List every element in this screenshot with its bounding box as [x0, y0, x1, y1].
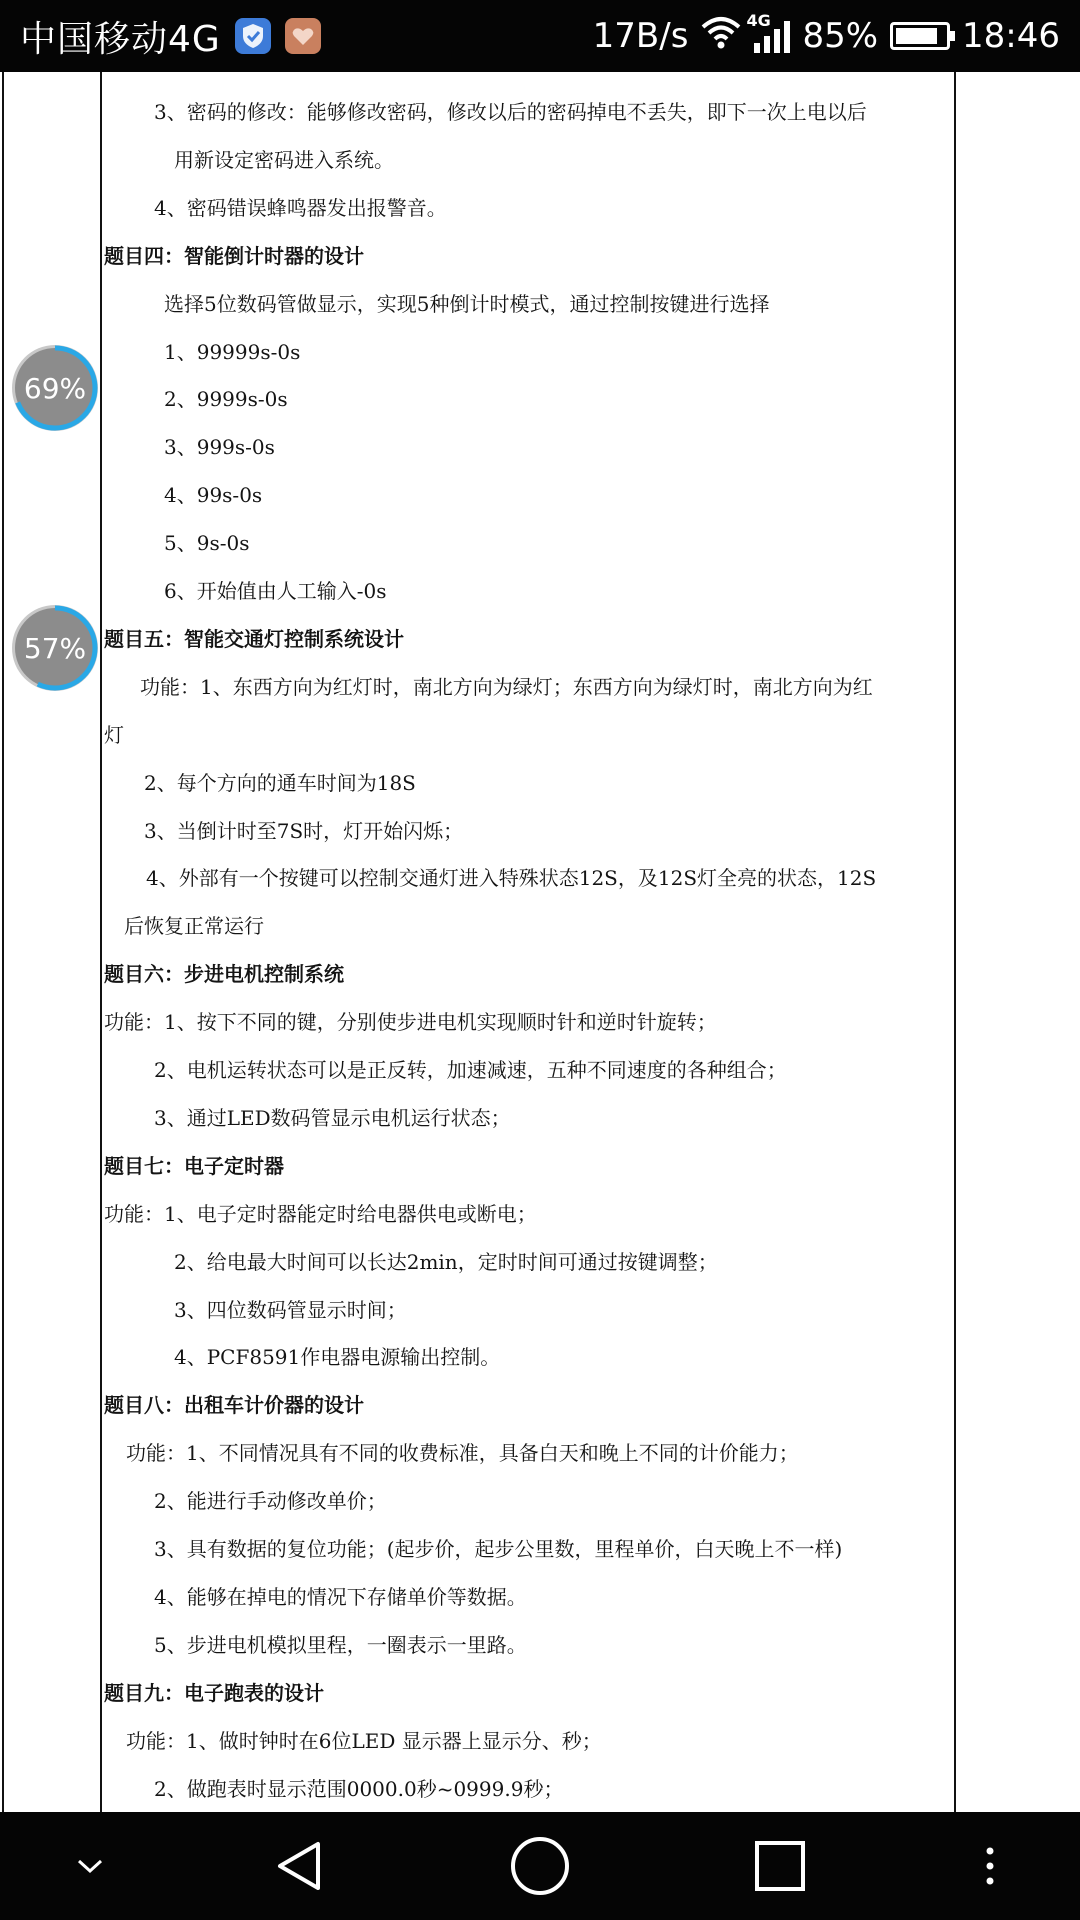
document-line: 3、具有数据的复位功能；(起步价，起步公里数，里程单价，白天晚上不一样) — [154, 1537, 843, 1561]
document-line: 2、9999s-0s — [164, 387, 288, 412]
back-button[interactable] — [260, 1812, 340, 1920]
battery-percent: 85% — [802, 16, 879, 56]
progress-overlay[interactable] — [10, 343, 100, 433]
document-line: 2、电机运转状态可以是正反转，加速减速，五种不同速度的各种组合； — [154, 1058, 787, 1082]
document-line: 用新设定密码进入系统。 — [174, 147, 394, 172]
section-heading: 题目七：电子定时器 — [104, 1153, 284, 1178]
table-border-right — [954, 72, 956, 1812]
document-line: 1、99999s-0s — [164, 339, 301, 364]
recents-square-icon — [754, 1840, 806, 1892]
menu-button[interactable] — [970, 1812, 1010, 1920]
document-line: 4、PCF8591作电器电源输出控制。 — [174, 1345, 501, 1370]
document-line: 选择5位数码管做显示，实现5种倒计时模式，通过控制按键进行选择 — [164, 291, 770, 316]
document-line: 后恢复正常运行 — [124, 914, 264, 939]
section-heading: 题目九：电子跑表的设计 — [104, 1680, 324, 1705]
table-border-left — [2, 72, 4, 1812]
document-line: 4、密码错误蜂鸣器发出报警音。 — [154, 195, 447, 220]
heart-app-icon — [285, 18, 321, 54]
document-line: 功能：1、做时钟时在6位LED 显示器上显示分、秒； — [126, 1728, 602, 1753]
section-heading: 题目八：出租车计价器的设计 — [104, 1393, 364, 1418]
document-line: 2、每个方向的通车时间为18S — [144, 770, 416, 795]
document-viewer[interactable] — [0, 72, 1080, 1812]
chevron-down-icon — [75, 1856, 105, 1876]
clock: 18:46 — [962, 16, 1060, 56]
net-speed: 17B/s — [592, 16, 689, 56]
document-line: 2、给电最大时间可以长达2min，定时时间可通过按键调整； — [174, 1249, 718, 1274]
more-dots-icon — [985, 1846, 995, 1886]
wifi-icon — [700, 15, 742, 58]
document-line: 3、密码的修改：能够修改密码，修改以后的密码掉电不丢失，即下一次上电以后 — [154, 100, 867, 124]
section-heading: 题目六：步进电机控制系统 — [104, 962, 344, 987]
document-line: 3、当倒计时至7S时，灯开始闪烁； — [144, 818, 464, 843]
home-circle-icon — [509, 1835, 571, 1897]
document-line: 5、9s-0s — [164, 531, 250, 556]
back-triangle-icon — [272, 1838, 328, 1894]
document-line: 2、做跑表时显示范围0000.0秒~0999.9秒； — [154, 1776, 564, 1801]
document-line: 3、999s-0s — [164, 435, 275, 460]
signal-icon — [746, 11, 790, 53]
document-line: 2、能进行手动修改单价； — [154, 1489, 387, 1514]
document-line: 功能：1、按下不同的键，分别使步进电机实现顺时针和逆时针旋转； — [104, 1010, 717, 1035]
collapse-button[interactable] — [60, 1812, 120, 1920]
document-line: 4、能够在掉电的情况下存储单价等数据。 — [154, 1584, 527, 1609]
progress-percent: 69% — [23, 371, 87, 405]
network-type-label: 4G — [746, 11, 771, 30]
progress-percent: 57% — [23, 631, 87, 665]
document-line: 3、通过LED数码管显示电机运行状态； — [154, 1105, 511, 1130]
table-border-inner — [100, 72, 102, 1812]
document-line: 灯 — [104, 722, 124, 747]
document-line: 4、99s-0s — [164, 483, 263, 508]
navigation-bar — [0, 1812, 1080, 1920]
shield-app-icon — [235, 18, 271, 54]
document-line: 功能：1、不同情况具有不同的收费标准，具备白天和晚上不同的计价能力； — [126, 1441, 799, 1466]
document-line: 4、外部有一个按键可以控制交通灯进入特殊状态12S，及12S灯全亮的状态，12S — [146, 866, 877, 891]
status-bar — [0, 0, 1080, 72]
document-line: 3、四位数码管显示时间； — [174, 1297, 407, 1322]
battery-fill — [896, 28, 937, 44]
home-button[interactable] — [500, 1812, 580, 1920]
document-line: 5、步进电机模拟里程，一圈表示一里路。 — [154, 1632, 527, 1657]
battery-icon — [890, 22, 950, 50]
document-line: 功能：1、电子定时器能定时给电器供电或断电； — [104, 1201, 537, 1226]
recents-button[interactable] — [740, 1812, 820, 1920]
section-heading: 题目四：智能倒计时器的设计 — [104, 243, 364, 268]
carrier-name: 中国移动4G — [20, 18, 221, 60]
document-line: 6、开始值由人工输入-0s — [164, 579, 387, 603]
progress-overlay[interactable] — [10, 603, 100, 693]
section-heading: 题目五：智能交通灯控制系统设计 — [104, 626, 404, 651]
document-line: 功能：1、东西方向为红灯时，南北方向为绿灯；东西方向为绿灯时，南北方向为红 — [140, 674, 873, 699]
